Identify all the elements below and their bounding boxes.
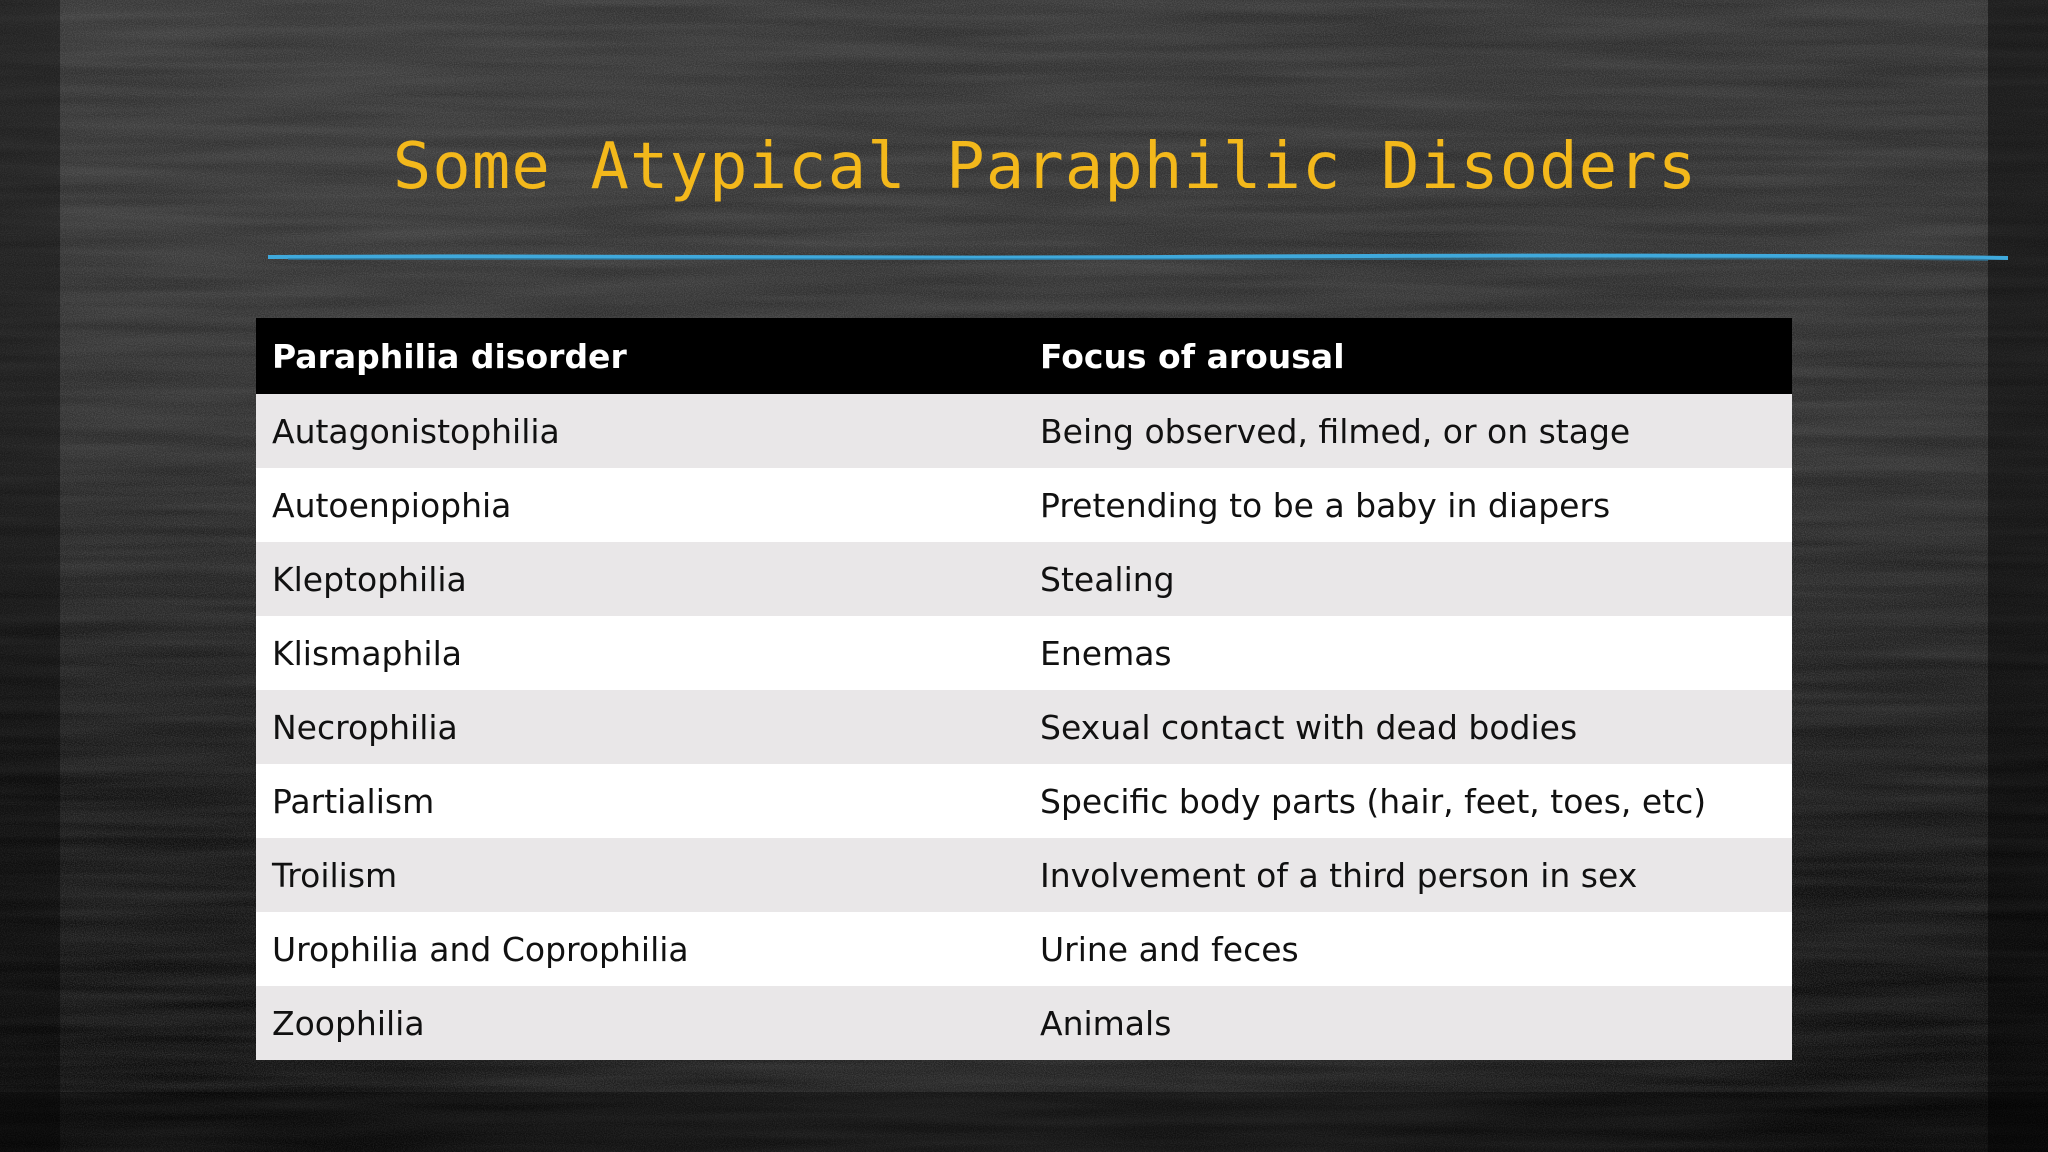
paraphilia-table (256, 318, 1792, 1060)
table-row (256, 394, 1792, 468)
disorder-cell: Autagonistophilia (256, 394, 1024, 468)
column-header-disorder: Paraphilia disorder (256, 318, 1024, 394)
focus-cell: Enemas (1024, 616, 1792, 690)
focus-cell: Sexual contact with dead bodies (1024, 690, 1792, 764)
disorder-cell: Partialism (256, 764, 1024, 838)
disorder-cell: Urophilia and Coprophilia (256, 912, 1024, 986)
table-row (256, 468, 1792, 542)
table-row (256, 986, 1792, 1060)
disorder-cell: Autoenpiophia (256, 468, 1024, 542)
slide-title: Some Atypical Paraphilic Disoders (392, 130, 1698, 204)
focus-cell: Animals (1024, 986, 1792, 1060)
disorder-cell: Necrophilia (256, 690, 1024, 764)
table-row (256, 764, 1792, 838)
disorder-cell: Troilism (256, 838, 1024, 912)
focus-cell: Specific body parts (hair, feet, toes, etc) (1024, 764, 1792, 838)
disorder-cell: Klismaphila (256, 616, 1024, 690)
focus-cell: Urine and feces (1024, 912, 1792, 986)
focus-cell: Involvement of a third person in sex (1024, 838, 1792, 912)
focus-cell: Being observed, filmed, or on stage (1024, 394, 1792, 468)
table-row (256, 838, 1792, 912)
table-row (256, 912, 1792, 986)
disorder-cell: Zoophilia (256, 986, 1024, 1060)
table-row (256, 690, 1792, 764)
table-row (256, 542, 1792, 616)
table-header-row (256, 318, 1792, 394)
table-row (256, 616, 1792, 690)
disorder-cell: Kleptophilia (256, 542, 1024, 616)
column-header-focus: Focus of arousal (1024, 318, 1792, 394)
title-underline (268, 253, 2008, 263)
focus-cell: Stealing (1024, 542, 1792, 616)
focus-cell: Pretending to be a baby in diapers (1024, 468, 1792, 542)
